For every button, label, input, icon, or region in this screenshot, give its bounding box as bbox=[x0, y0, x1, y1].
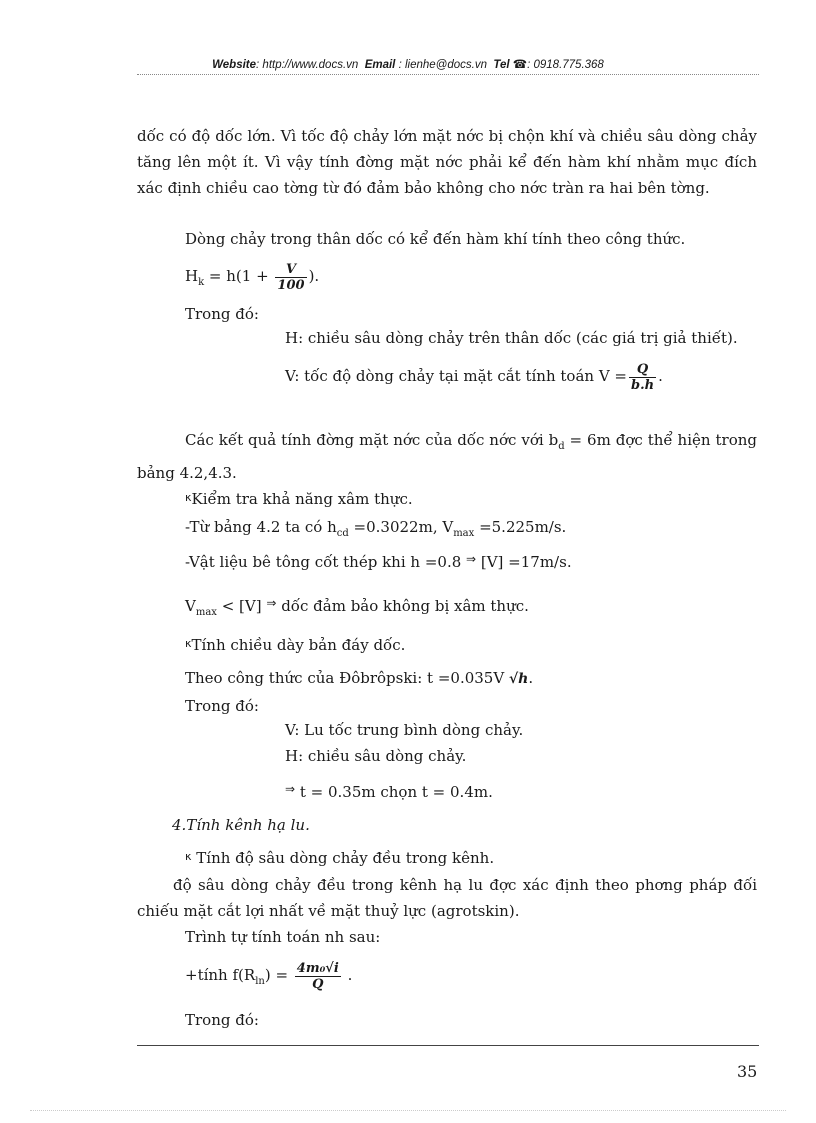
paragraph-1: dốc có độ dốc lớn. Vì tốc độ chảy lớn mặt nớc bị chộn khí và chiều sâu dòng chảy tăng lên một ít. Vì vậy tính đờng mặt nớc phải kể đến hàm khí nhằm mục đích xác định chiều cao tờng từ đó đảm bảo không cho nớc tràn ra hai bên tờng. bbox=[137, 127, 757, 197]
fraction-q-bh: $\frac{Q}{b.h}$ bbox=[630, 361, 655, 393]
paragraph-3: Các kết quả tính đờng mặt nớc của dốc nớc với $b_d = 6m$ đợc thể hiện trong bảng 4.2,4.3. bbox=[137, 431, 757, 482]
footer-divider bbox=[137, 1045, 759, 1046]
website-label: Website bbox=[212, 59, 257, 71]
depth-title: $^\kappa$ Tính độ sâu dòng chảy đều trong kênh. bbox=[185, 849, 495, 867]
sqrt-h: √h bbox=[508, 671, 529, 687]
check-title: $^\kappa$Kiểm tra khả năng xâm thực. bbox=[185, 490, 413, 508]
arrow-icon: ⇒ bbox=[285, 782, 296, 796]
bullet-icon: κ bbox=[185, 850, 192, 863]
bottom-border bbox=[30, 1110, 786, 1111]
line-a: -Từ bảng 4.2 ta có $h_{cd} =0.3022m$, $V_{max} =5.225m/s$. bbox=[185, 518, 567, 539]
bullet-icon: κ bbox=[185, 637, 192, 650]
phone-icon: ☎ bbox=[512, 59, 528, 71]
h-definition-2: H: chiều sâu dòng chảy. bbox=[285, 747, 467, 765]
bullet-icon: κ bbox=[185, 491, 192, 504]
header-divider bbox=[137, 74, 759, 75]
email-label: Email bbox=[364, 59, 396, 71]
fraction-v-100: $\frac{V}{100}$ bbox=[277, 261, 305, 293]
fraction-4m0-sqrt-i-q: $\frac{\text{4m₀√i}}{Q}$ bbox=[296, 960, 339, 992]
result-t: ⇒ t = 0.35m chọn t = 0.4m. bbox=[285, 782, 493, 801]
email-value: : lienhe@docs.vn bbox=[398, 59, 487, 71]
v-definition-2: V: Lu tốc trung bình dòng chảy. bbox=[285, 721, 524, 739]
tel-label: Tel bbox=[493, 59, 510, 71]
arrow-icon: ⇒ bbox=[266, 596, 277, 610]
formula-hk: $H_k = h(1$ + $\frac{V}{100}$ ). bbox=[185, 261, 320, 293]
line-b: -Vật liệu bê tông cốt thép khi h =0.8 ⇒ [V] =17m/s. bbox=[185, 552, 572, 571]
trong-do-1: Trong đó: bbox=[185, 305, 259, 323]
thickness-title: $^\kappa$Tính chiều dày bản đáy dốc. bbox=[185, 636, 406, 654]
h-definition: H: chiều sâu dòng chảy trên thân dốc (các giá trị giả thiết). bbox=[285, 329, 738, 347]
section-heading: 4.Tính kênh hạ lu. bbox=[172, 816, 310, 834]
arrow-icon: ⇒ bbox=[466, 552, 477, 566]
v-definition: V: tốc độ dòng chảy tại mặt cắt tính toán V = $\frac{Q}{b.h}$ . bbox=[285, 361, 663, 393]
paragraph-5: Trình tự tính toán nh sau: bbox=[185, 928, 381, 946]
paragraph-2: Dòng chảy trong thân dốc có kể đến hàm khí tính theo công thức. bbox=[185, 230, 686, 248]
page-number: 35 bbox=[737, 1062, 758, 1081]
trong-do-3: Trong đó: bbox=[185, 1011, 259, 1029]
website-value: : http://www.docs.vn bbox=[256, 59, 359, 71]
tel-value: : 0918.775.368 bbox=[527, 59, 604, 71]
formula-f: +tính $f(R_{ln})$ = $\frac{\text{4m₀√i}}{Q}$ . bbox=[185, 960, 353, 992]
trong-do-2: Trong đó: bbox=[185, 697, 259, 715]
paragraph-4: độ sâu dòng chảy đều trong kênh hạ lu đợc xác định theo phơng pháp đối chiếu mặt cắt lợi nhất về mặt thuỷ lực (agrotskin). bbox=[137, 876, 757, 920]
formula-t: Theo công thức của Đôbrôpski: t =0.035V √h. bbox=[185, 669, 534, 687]
line-c: $V_{max} < [V]$ ⇒ dốc đảm bảo không bị xâm thực. bbox=[185, 596, 529, 618]
page-header bbox=[0, 57, 816, 71]
